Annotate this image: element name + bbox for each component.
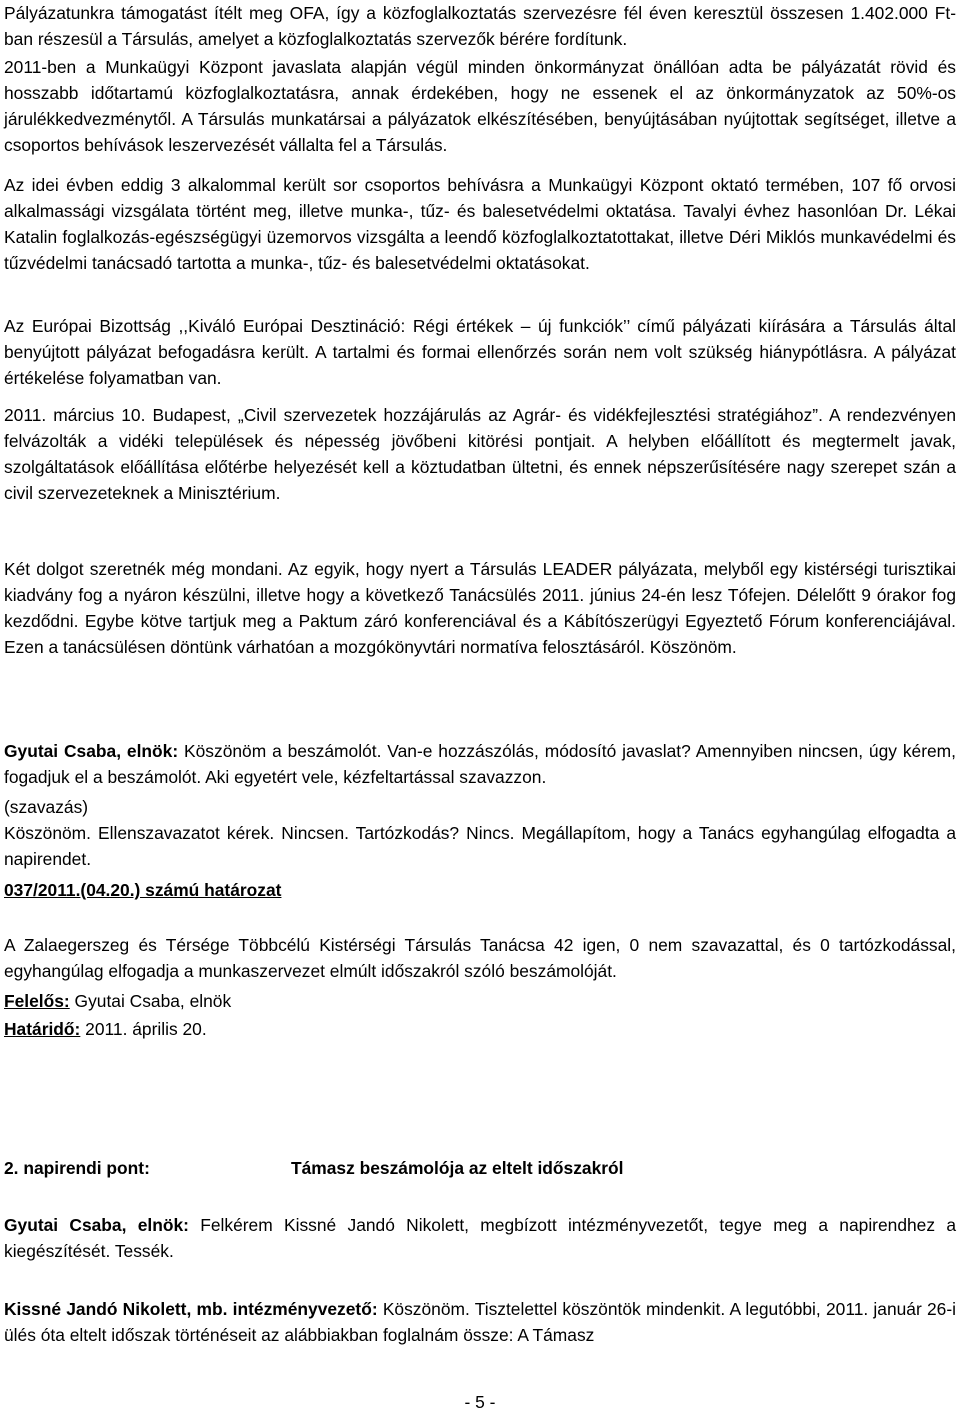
paragraph-two-announcements: Két dolgot szeretnék még mondani. Az egyik, hogy nyert a Társulás LEADER pályázata, melyből egy kistérségi turisztikai kiadvány fog a nyáron készülni, illetve hogy a következő Tanácsülés 2011. június 24-én lesz Tófejen. Délelőtt 9 órakor fog kezdődni. Egybe kötve tartjuk meg a Paktum záró konferenciával és a Kábítószerügyi Egyeztető Fórum konferenciájával. Ezen a tanácsülésen döntünk várhatóan a mozgókönyvtári normatíva felosztásáról. Köszönöm. — [4, 559, 956, 657]
paragraph-eden-application: Az Európai Bizottság ,,Kiváló Európai Desztináció: Régi értékek – új funkciók’’ című pályázati kiírására a Társulás által benyújtott pályázat befogadásra került. A tartalmi és formai ellenőrzés során nem volt szükség hiánypótlásra. A pályázat értékelése folyamatban van. — [4, 316, 956, 388]
resolution-title: 037/2011.(04.20.) számú határozat — [4, 880, 282, 900]
paragraph-public-work-applications: 2011-ben a Munkaügyi Központ javaslata alapján végül minden önkormányzat önállóan adta be pályázatát rövid és hosszabb időtartamú közfoglalkoztatásra, annak érdekében, hogy ne essenek el az önkormányzatok az 50%-os járulékkedvezménytől. A Társulás munkatársai a pályázatok elkészítésében, benyújtásában nyújtottak segítséget, illetve a csoportos behívások leszervezését vállalta fel a Társulás. — [4, 57, 956, 155]
speaker-text: Felkérem Kissné Jandó Nikolett, megbízott intézményvezetőt, tegye meg a napirendhez a kiegészítését. Tessék. — [4, 1215, 956, 1261]
chair-statement-2 — [4, 1212, 956, 1264]
deadline-label: Határidő: — [4, 1019, 81, 1039]
chair-statement-1 — [4, 738, 956, 790]
responsible-label: Felelős: — [4, 991, 70, 1011]
speaker-name: Gyutai Csaba, elnök: — [4, 741, 179, 761]
resolution-text: A Zalaegerszeg és Térsége Többcélú Kistérségi Társulás Tanácsa 42 igen, 0 nem szavazattal, és 0 tartózkodással, egyhangúlag elfogadja a munkaszervezet elmúlt időszakról szóló beszámolóját. — [4, 935, 956, 981]
deadline-value: 2011. április 20. — [80, 1019, 207, 1039]
page-number: - 5 - — [464, 1392, 496, 1412]
speaker-name: Kissné Jandó Nikolett, mb. intézményvezető: — [4, 1299, 378, 1319]
paragraph-group-calls: Az idei évben eddig 3 alkalommal került sor csoportos behívásra a Munkaügyi Központ oktató termében, 107 fő orvosi alkalmassági vizsgálata történt meg, illetve munka-, tűz- és balesetvédelmi oktatása. Tavalyi évhez hasonlóan Dr. Lékai Katalin foglalkozás-egészségügyi üzemorvos vizsgálta a leendő közfoglalkoztatottakat, illetve Déri Miklós munkavédelmi és tűzvédelmi tanácsadó tartotta a munka-, tűz- és balesetvédelmi oktatásokat. — [4, 175, 956, 273]
resolution-responsible — [4, 988, 956, 1014]
speaker-text: Köszönöm a beszámolót. Van-e hozzászólás, módosító javaslat? Amennyiben nincsen, úgy kérem, fogadjuk el a beszámolót. Aki egyetért vele, kézfeltartással szavazzon. — [4, 741, 956, 787]
speaker-name: Gyutai Csaba, elnök: — [4, 1215, 189, 1235]
speaker-text: Köszönöm. Tisztelettel köszöntök mindenkit. A legutóbbi, 2011. január 26-i ülés óta eltelt időszak történéseit az alábbiakban foglalnám össze: A Támasz — [4, 1299, 956, 1345]
agenda-item-number: 2. napirendi pont: — [4, 1158, 150, 1178]
responsible-value: Gyutai Csaba, elnök — [69, 991, 232, 1011]
paragraph-civil-conference: 2011. március 10. Budapest, „Civil szervezetek hozzájárulás az Agrár- és vidékfejlesztési stratégiához”. A rendezvényen felvázolták a vidéki települések és népesség jövőbeni kitörési pontjait. A helyben előállított és megtermelt javak, szolgáltatások előállítása előtérbe helyezését kell a köztudatban ültetni, és ennek népszerűsítésére nagy szerepet szán a civil szervezeteknek a Minisztérium. — [4, 405, 956, 503]
vote-note: (szavazás) — [4, 797, 89, 817]
speaker-statement — [4, 1296, 956, 1348]
vote-result: Köszönöm. Ellenszavazatot kérek. Nincsen. Tartózkodás? Nincs. Megállapítom, hogy a Tanács egyhangúlag elfogadta a napirendet. — [4, 823, 956, 869]
paragraph-ofa-funding: Pályázatunkra támogatást ítélt meg OFA, így a közfoglalkoztatás szervezésre fél éven keresztül összesen 1.402.000 Ft-ban részesül a Társulás, amelyet a közfoglalkoztatás szervezők bérére fordítunk. — [4, 3, 956, 49]
resolution-deadline — [4, 1016, 956, 1042]
agenda-item-title: Támasz beszámolója az eltelt időszakról — [291, 1158, 624, 1178]
